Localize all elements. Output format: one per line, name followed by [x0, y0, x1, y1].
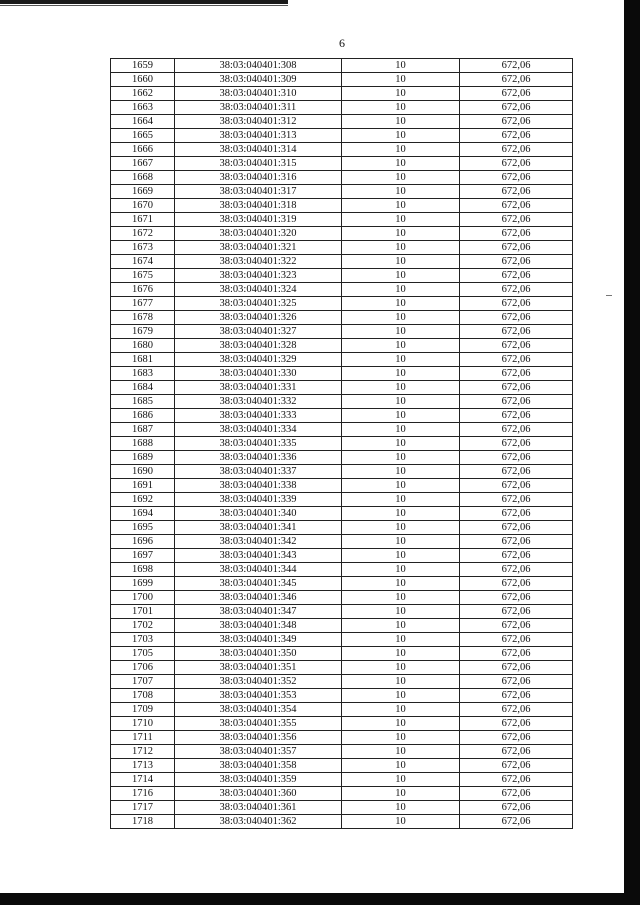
row-number-cell: 1705 — [111, 647, 175, 661]
quantity-cell: 10 — [342, 745, 460, 759]
row-number-cell: 1675 — [111, 269, 175, 283]
quantity-cell: 10 — [342, 479, 460, 493]
table-row — [111, 703, 573, 717]
row-number-cell: 1666 — [111, 143, 175, 157]
row-number-cell: 1692 — [111, 493, 175, 507]
table-row — [111, 479, 573, 493]
table-row — [111, 129, 573, 143]
scan-top-rule — [0, 0, 288, 4]
quantity-cell: 10 — [342, 255, 460, 269]
amount-cell: 672,06 — [460, 101, 573, 115]
row-number-cell: 1713 — [111, 759, 175, 773]
quantity-cell: 10 — [342, 143, 460, 157]
cadastral-number-cell: 38:03:040401:319 — [175, 213, 342, 227]
amount-cell: 672,06 — [460, 73, 573, 87]
row-number-cell: 1683 — [111, 367, 175, 381]
quantity-cell: 10 — [342, 381, 460, 395]
amount-cell: 672,06 — [460, 381, 573, 395]
cadastral-number-cell: 38:03:040401:331 — [175, 381, 342, 395]
quantity-cell: 10 — [342, 661, 460, 675]
table-row — [111, 381, 573, 395]
cadastral-number-cell: 38:03:040401:339 — [175, 493, 342, 507]
row-number-cell: 1671 — [111, 213, 175, 227]
quantity-cell: 10 — [342, 269, 460, 283]
amount-cell: 672,06 — [460, 409, 573, 423]
cadastral-number-cell: 38:03:040401:318 — [175, 199, 342, 213]
row-number-cell: 1679 — [111, 325, 175, 339]
row-number-cell: 1697 — [111, 549, 175, 563]
quantity-cell: 10 — [342, 717, 460, 731]
table-row — [111, 59, 573, 73]
cadastral-number-cell: 38:03:040401:353 — [175, 689, 342, 703]
cadastral-number-cell: 38:03:040401:336 — [175, 451, 342, 465]
amount-cell: 672,06 — [460, 661, 573, 675]
amount-cell: 672,06 — [460, 283, 573, 297]
amount-cell: 672,06 — [460, 297, 573, 311]
amount-cell: 672,06 — [460, 731, 573, 745]
row-number-cell: 1664 — [111, 115, 175, 129]
page-number: 6 — [339, 36, 345, 50]
row-number-cell: 1672 — [111, 227, 175, 241]
amount-cell: 672,06 — [460, 675, 573, 689]
amount-cell: 672,06 — [460, 59, 573, 73]
amount-cell: 672,06 — [460, 395, 573, 409]
amount-cell: 672,06 — [460, 213, 573, 227]
amount-cell: 672,06 — [460, 269, 573, 283]
quantity-cell: 10 — [342, 521, 460, 535]
quantity-cell: 10 — [342, 703, 460, 717]
cadastral-number-cell: 38:03:040401:335 — [175, 437, 342, 451]
table-row — [111, 227, 573, 241]
row-number-cell: 1699 — [111, 577, 175, 591]
quantity-cell: 10 — [342, 59, 460, 73]
quantity-cell: 10 — [342, 87, 460, 101]
quantity-cell: 10 — [342, 409, 460, 423]
quantity-cell: 10 — [342, 535, 460, 549]
amount-cell: 672,06 — [460, 311, 573, 325]
cadastral-number-cell: 38:03:040401:359 — [175, 773, 342, 787]
quantity-cell: 10 — [342, 297, 460, 311]
amount-cell: 672,06 — [460, 171, 573, 185]
table-row — [111, 325, 573, 339]
quantity-cell: 10 — [342, 605, 460, 619]
table-row — [111, 423, 573, 437]
cadastral-number-cell: 38:03:040401:322 — [175, 255, 342, 269]
table-row — [111, 367, 573, 381]
quantity-cell: 10 — [342, 647, 460, 661]
amount-cell: 672,06 — [460, 185, 573, 199]
cadastral-number-cell: 38:03:040401:314 — [175, 143, 342, 157]
cadastral-number-cell: 38:03:040401:311 — [175, 101, 342, 115]
cadastral-number-cell: 38:03:040401:321 — [175, 241, 342, 255]
row-number-cell: 1716 — [111, 787, 175, 801]
table-row — [111, 73, 573, 87]
cadastral-number-cell: 38:03:040401:352 — [175, 675, 342, 689]
quantity-cell: 10 — [342, 815, 460, 829]
amount-cell: 672,06 — [460, 115, 573, 129]
table-row — [111, 437, 573, 451]
row-number-cell: 1662 — [111, 87, 175, 101]
row-number-cell: 1663 — [111, 101, 175, 115]
row-number-cell: 1696 — [111, 535, 175, 549]
cadastral-number-cell: 38:03:040401:329 — [175, 353, 342, 367]
row-number-cell: 1695 — [111, 521, 175, 535]
cadastral-number-cell: 38:03:040401:316 — [175, 171, 342, 185]
cadastral-number-cell: 38:03:040401:341 — [175, 521, 342, 535]
table-row — [111, 647, 573, 661]
cadastral-number-cell: 38:03:040401:313 — [175, 129, 342, 143]
row-number-cell: 1714 — [111, 773, 175, 787]
cadastral-number-cell: 38:03:040401:332 — [175, 395, 342, 409]
table-row — [111, 549, 573, 563]
table-row — [111, 241, 573, 255]
table-row — [111, 535, 573, 549]
row-number-cell: 1689 — [111, 451, 175, 465]
quantity-cell: 10 — [342, 759, 460, 773]
cadastral-number-cell: 38:03:040401:342 — [175, 535, 342, 549]
row-number-cell: 1680 — [111, 339, 175, 353]
amount-cell: 672,06 — [460, 157, 573, 171]
cadastral-number-cell: 38:03:040401:328 — [175, 339, 342, 353]
row-number-cell: 1709 — [111, 703, 175, 717]
amount-cell: 672,06 — [460, 689, 573, 703]
row-number-cell: 1698 — [111, 563, 175, 577]
cadastral-number-cell: 38:03:040401:337 — [175, 465, 342, 479]
amount-cell: 672,06 — [460, 255, 573, 269]
table-row — [111, 633, 573, 647]
table-row — [111, 339, 573, 353]
row-number-cell: 1691 — [111, 479, 175, 493]
row-number-cell: 1690 — [111, 465, 175, 479]
cadastral-number-cell: 38:03:040401:324 — [175, 283, 342, 297]
row-number-cell: 1703 — [111, 633, 175, 647]
table-row — [111, 255, 573, 269]
table-row — [111, 689, 573, 703]
table-row — [111, 661, 573, 675]
quantity-cell: 10 — [342, 339, 460, 353]
amount-cell: 672,06 — [460, 227, 573, 241]
table-row — [111, 283, 573, 297]
row-number-cell: 1669 — [111, 185, 175, 199]
quantity-cell: 10 — [342, 787, 460, 801]
amount-cell: 672,06 — [460, 451, 573, 465]
table-row — [111, 815, 573, 829]
row-number-cell: 1701 — [111, 605, 175, 619]
quantity-cell: 10 — [342, 73, 460, 87]
quantity-cell: 10 — [342, 199, 460, 213]
row-number-cell: 1694 — [111, 507, 175, 521]
cadastral-number-cell: 38:03:040401:356 — [175, 731, 342, 745]
row-number-cell: 1659 — [111, 59, 175, 73]
scan-top-rule-thin — [0, 5, 288, 6]
row-number-cell: 1718 — [111, 815, 175, 829]
row-number-cell: 1674 — [111, 255, 175, 269]
amount-cell: 672,06 — [460, 339, 573, 353]
quantity-cell: 10 — [342, 577, 460, 591]
amount-cell: 672,06 — [460, 423, 573, 437]
amount-cell: 672,06 — [460, 521, 573, 535]
amount-cell: 672,06 — [460, 605, 573, 619]
amount-cell: 672,06 — [460, 787, 573, 801]
cadastral-number-cell: 38:03:040401:348 — [175, 619, 342, 633]
amount-cell: 672,06 — [460, 241, 573, 255]
cadastral-number-cell: 38:03:040401:345 — [175, 577, 342, 591]
amount-cell: 672,06 — [460, 479, 573, 493]
row-number-cell: 1676 — [111, 283, 175, 297]
quantity-cell: 10 — [342, 591, 460, 605]
cadastral-number-cell: 38:03:040401:360 — [175, 787, 342, 801]
scan-speck — [606, 295, 612, 296]
table-row — [111, 521, 573, 535]
quantity-cell: 10 — [342, 115, 460, 129]
amount-cell: 672,06 — [460, 507, 573, 521]
quantity-cell: 10 — [342, 311, 460, 325]
quantity-cell: 10 — [342, 465, 460, 479]
amount-cell: 672,06 — [460, 437, 573, 451]
quantity-cell: 10 — [342, 619, 460, 633]
cadastral-number-cell: 38:03:040401:343 — [175, 549, 342, 563]
cadastral-number-cell: 38:03:040401:357 — [175, 745, 342, 759]
quantity-cell: 10 — [342, 101, 460, 115]
scan-right-edge — [624, 0, 640, 905]
cadastral-number-cell: 38:03:040401:358 — [175, 759, 342, 773]
cadastral-number-cell: 38:03:040401:349 — [175, 633, 342, 647]
amount-cell: 672,06 — [460, 535, 573, 549]
row-number-cell: 1687 — [111, 423, 175, 437]
amount-cell: 672,06 — [460, 619, 573, 633]
row-number-cell: 1712 — [111, 745, 175, 759]
row-number-cell: 1688 — [111, 437, 175, 451]
row-number-cell: 1660 — [111, 73, 175, 87]
table-row — [111, 605, 573, 619]
cadastral-number-cell: 38:03:040401:315 — [175, 157, 342, 171]
table-row — [111, 773, 573, 787]
row-number-cell: 1702 — [111, 619, 175, 633]
row-number-cell: 1708 — [111, 689, 175, 703]
cadastral-number-cell: 38:03:040401:334 — [175, 423, 342, 437]
table-row — [111, 353, 573, 367]
amount-cell: 672,06 — [460, 577, 573, 591]
quantity-cell: 10 — [342, 437, 460, 451]
row-number-cell: 1700 — [111, 591, 175, 605]
table-row — [111, 563, 573, 577]
cadastral-number-cell: 38:03:040401:338 — [175, 479, 342, 493]
row-number-cell: 1707 — [111, 675, 175, 689]
row-number-cell: 1686 — [111, 409, 175, 423]
table-row — [111, 465, 573, 479]
table-row — [111, 759, 573, 773]
table-row — [111, 171, 573, 185]
row-number-cell: 1673 — [111, 241, 175, 255]
cadastral-number-cell: 38:03:040401:310 — [175, 87, 342, 101]
table-row — [111, 395, 573, 409]
cadastral-number-cell: 38:03:040401:308 — [175, 59, 342, 73]
amount-cell: 672,06 — [460, 353, 573, 367]
cadastral-number-cell: 38:03:040401:309 — [175, 73, 342, 87]
row-number-cell: 1711 — [111, 731, 175, 745]
quantity-cell: 10 — [342, 493, 460, 507]
table-row — [111, 675, 573, 689]
amount-cell: 672,06 — [460, 717, 573, 731]
quantity-cell: 10 — [342, 507, 460, 521]
cadastral-number-cell: 38:03:040401:326 — [175, 311, 342, 325]
quantity-cell: 10 — [342, 731, 460, 745]
row-number-cell: 1667 — [111, 157, 175, 171]
amount-cell: 672,06 — [460, 815, 573, 829]
table-row — [111, 269, 573, 283]
table-row — [111, 157, 573, 171]
table-row — [111, 591, 573, 605]
cadastral-number-cell: 38:03:040401:325 — [175, 297, 342, 311]
cadastral-number-cell: 38:03:040401:351 — [175, 661, 342, 675]
table-row — [111, 717, 573, 731]
quantity-cell: 10 — [342, 213, 460, 227]
row-number-cell: 1668 — [111, 171, 175, 185]
quantity-cell: 10 — [342, 423, 460, 437]
row-number-cell: 1710 — [111, 717, 175, 731]
table-row — [111, 297, 573, 311]
row-number-cell: 1717 — [111, 801, 175, 815]
cadastral-number-cell: 38:03:040401:362 — [175, 815, 342, 829]
cadastral-number-cell: 38:03:040401:320 — [175, 227, 342, 241]
cadastral-number-cell: 38:03:040401:355 — [175, 717, 342, 731]
cadastral-number-cell: 38:03:040401:347 — [175, 605, 342, 619]
quantity-cell: 10 — [342, 325, 460, 339]
quantity-cell: 10 — [342, 171, 460, 185]
table-row — [111, 619, 573, 633]
quantity-cell: 10 — [342, 689, 460, 703]
amount-cell: 672,06 — [460, 703, 573, 717]
table-row — [111, 87, 573, 101]
table-row — [111, 185, 573, 199]
quantity-cell: 10 — [342, 633, 460, 647]
amount-cell: 672,06 — [460, 591, 573, 605]
amount-cell: 672,06 — [460, 633, 573, 647]
row-number-cell: 1670 — [111, 199, 175, 213]
amount-cell: 672,06 — [460, 563, 573, 577]
row-number-cell: 1678 — [111, 311, 175, 325]
parcel-table-body — [111, 59, 573, 829]
quantity-cell: 10 — [342, 185, 460, 199]
table-row — [111, 801, 573, 815]
row-number-cell: 1681 — [111, 353, 175, 367]
quantity-cell: 10 — [342, 227, 460, 241]
amount-cell: 672,06 — [460, 465, 573, 479]
quantity-cell: 10 — [342, 353, 460, 367]
cadastral-number-cell: 38:03:040401:333 — [175, 409, 342, 423]
cadastral-number-cell: 38:03:040401:354 — [175, 703, 342, 717]
table-row — [111, 199, 573, 213]
quantity-cell: 10 — [342, 675, 460, 689]
cadastral-number-cell: 38:03:040401:317 — [175, 185, 342, 199]
cadastral-number-cell: 38:03:040401:312 — [175, 115, 342, 129]
amount-cell: 672,06 — [460, 367, 573, 381]
quantity-cell: 10 — [342, 129, 460, 143]
table-row — [111, 143, 573, 157]
amount-cell: 672,06 — [460, 759, 573, 773]
amount-cell: 672,06 — [460, 325, 573, 339]
quantity-cell: 10 — [342, 241, 460, 255]
row-number-cell: 1685 — [111, 395, 175, 409]
quantity-cell: 10 — [342, 563, 460, 577]
cadastral-number-cell: 38:03:040401:344 — [175, 563, 342, 577]
quantity-cell: 10 — [342, 451, 460, 465]
table-row — [111, 101, 573, 115]
amount-cell: 672,06 — [460, 199, 573, 213]
amount-cell: 672,06 — [460, 647, 573, 661]
quantity-cell: 10 — [342, 395, 460, 409]
row-number-cell: 1706 — [111, 661, 175, 675]
amount-cell: 672,06 — [460, 745, 573, 759]
table-row — [111, 493, 573, 507]
cadastral-number-cell: 38:03:040401:323 — [175, 269, 342, 283]
scan-bottom-edge — [0, 893, 640, 905]
table-row — [111, 115, 573, 129]
row-number-cell: 1677 — [111, 297, 175, 311]
table-row — [111, 507, 573, 521]
amount-cell: 672,06 — [460, 801, 573, 815]
table-row — [111, 745, 573, 759]
quantity-cell: 10 — [342, 801, 460, 815]
parcel-table — [110, 58, 573, 829]
amount-cell: 672,06 — [460, 87, 573, 101]
table-row — [111, 409, 573, 423]
table-row — [111, 451, 573, 465]
row-number-cell: 1684 — [111, 381, 175, 395]
cadastral-number-cell: 38:03:040401:361 — [175, 801, 342, 815]
quantity-cell: 10 — [342, 283, 460, 297]
table-row — [111, 311, 573, 325]
quantity-cell: 10 — [342, 549, 460, 563]
table-row — [111, 731, 573, 745]
row-number-cell: 1665 — [111, 129, 175, 143]
cadastral-number-cell: 38:03:040401:327 — [175, 325, 342, 339]
amount-cell: 672,06 — [460, 493, 573, 507]
cadastral-number-cell: 38:03:040401:330 — [175, 367, 342, 381]
quantity-cell: 10 — [342, 367, 460, 381]
table-row — [111, 577, 573, 591]
amount-cell: 672,06 — [460, 549, 573, 563]
amount-cell: 672,06 — [460, 773, 573, 787]
table-row — [111, 213, 573, 227]
amount-cell: 672,06 — [460, 143, 573, 157]
cadastral-number-cell: 38:03:040401:350 — [175, 647, 342, 661]
table-row — [111, 787, 573, 801]
quantity-cell: 10 — [342, 157, 460, 171]
cadastral-number-cell: 38:03:040401:346 — [175, 591, 342, 605]
cadastral-number-cell: 38:03:040401:340 — [175, 507, 342, 521]
quantity-cell: 10 — [342, 773, 460, 787]
amount-cell: 672,06 — [460, 129, 573, 143]
